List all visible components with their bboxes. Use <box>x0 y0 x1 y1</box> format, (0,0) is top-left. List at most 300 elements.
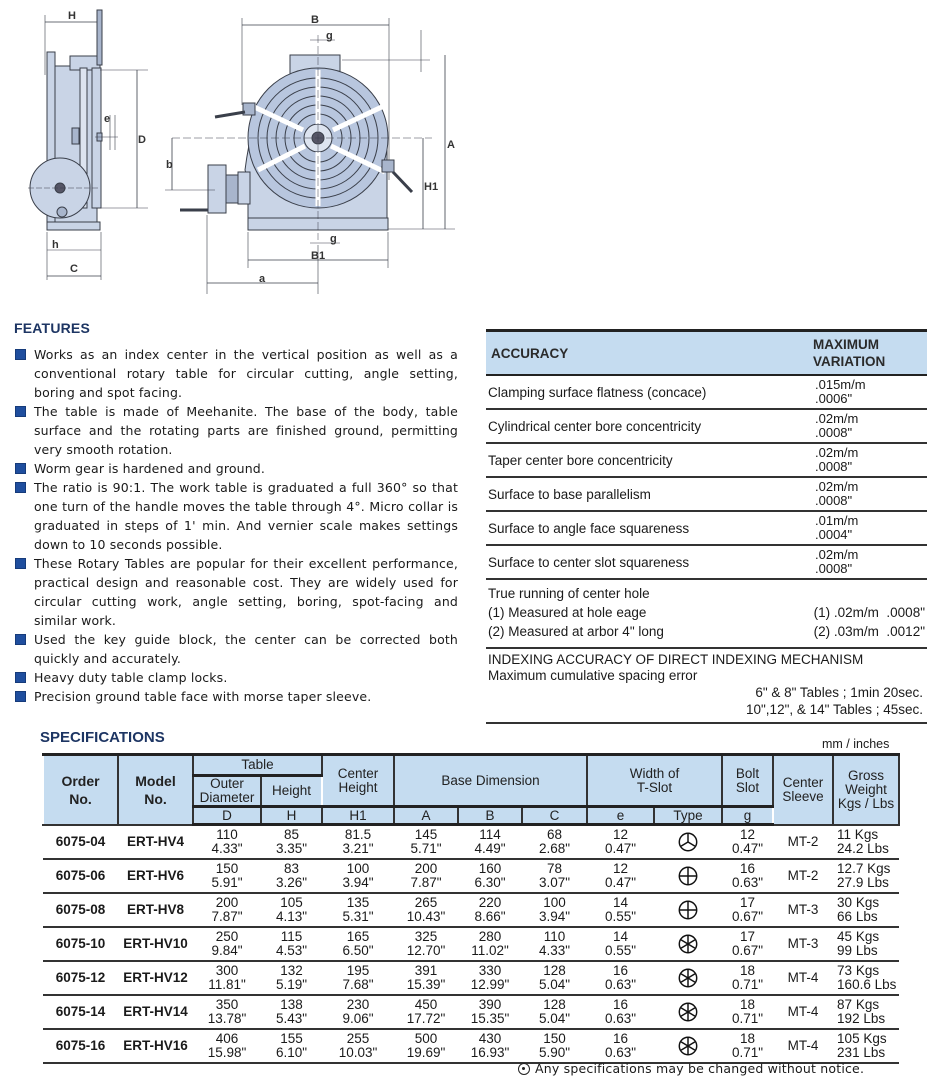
specifications-body <box>43 825 899 1063</box>
cell-C-inch: 2.68" <box>538 840 571 856</box>
3-slot-icon <box>677 831 699 853</box>
4-slot-icon <box>677 865 699 887</box>
feature-item <box>14 402 458 459</box>
cell-A-mm: 200 <box>414 860 438 876</box>
cell-B-mm: 280 <box>478 928 502 944</box>
cell-H1-mm: 135 <box>346 894 370 910</box>
cell-weight-kgs: 12.7 Kgs <box>837 860 891 876</box>
cell-D-mm: 250 <box>215 928 239 944</box>
order-no: 6075-16 <box>43 1029 118 1063</box>
cell-type <box>654 825 722 859</box>
cell-g <box>722 1029 773 1063</box>
variation-header <box>813 336 923 370</box>
cell-g-mm: 12 <box>740 826 756 842</box>
accuracy-rows <box>486 376 927 580</box>
cell-H-inch: 3.26" <box>275 874 308 890</box>
cell-H1-inch: 3.21" <box>342 840 374 856</box>
header-center-height: Center Height <box>322 755 394 807</box>
cell-weight-kgs: 30 Kgs <box>837 894 880 910</box>
cell-e <box>587 961 654 995</box>
cell-type <box>654 961 722 995</box>
cell-D <box>193 995 261 1029</box>
accuracy-value <box>815 412 927 440</box>
6-slot-icon <box>677 967 699 989</box>
cell-H-mm: 83 <box>283 860 300 876</box>
feature-text: Used the key guide block, the center can be corrected both quickly and accurately. <box>34 632 458 666</box>
true-running-line2-value: (2) .03m/m .0012" <box>813 624 925 639</box>
cell-A-mm: 450 <box>414 996 438 1012</box>
cell-H1-inch: 3.94" <box>342 874 374 890</box>
cell-D-inch: 7.87" <box>211 908 243 924</box>
accuracy-value-mm: .02m/m <box>815 411 859 426</box>
cell-e <box>587 1029 654 1063</box>
accuracy-row <box>486 410 927 444</box>
model-no: ERT-HV8 <box>118 893 193 927</box>
square-bullet-icon <box>15 672 26 683</box>
indexing-subtitle: Maximum cumulative spacing error <box>488 668 698 683</box>
square-bullet-icon <box>15 482 26 493</box>
cell-B-mm: 330 <box>478 962 502 978</box>
cell-H-mm: 115 <box>280 928 303 944</box>
cell-H-inch: 3.35" <box>275 840 308 856</box>
6-slot-icon <box>677 1035 699 1057</box>
cell-B-mm: 220 <box>478 894 502 910</box>
accuracy-value-inch: .0004" <box>815 527 853 542</box>
spec-row <box>43 927 899 961</box>
cell-C-mm: 100 <box>543 894 566 910</box>
true-running-title: True running of center hole <box>488 586 650 601</box>
feature-text: Works as an index center in the vertical position as well as a conventional rotary table for circular cutting, angle setting, boring and spot facing. <box>34 347 458 400</box>
cell-e-inch: 0.63" <box>604 1010 637 1026</box>
cell-sleeve: MT-2 <box>773 825 833 859</box>
units-label: mm / inches <box>822 737 890 751</box>
accuracy-label: Taper center bore concentricity <box>488 452 673 468</box>
cell-A-mm: 145 <box>414 826 438 842</box>
cell-A-inch: 17.72" <box>406 1010 446 1026</box>
cell-C-mm: 128 <box>543 962 566 978</box>
cell-B-inch: 12.99" <box>470 976 510 992</box>
feature-item <box>14 345 458 402</box>
cell-e-mm: 16 <box>613 962 629 978</box>
square-bullet-icon <box>15 349 26 360</box>
feature-text: Heavy duty table clamp locks. <box>34 670 228 685</box>
accuracy-table <box>486 329 927 724</box>
cell-H-mm: 155 <box>280 1030 303 1046</box>
accuracy-label: Clamping surface flatness (concace) <box>488 384 707 400</box>
cell-C-mm: 110 <box>543 928 566 944</box>
cell-B <box>458 995 522 1029</box>
cell-H-inch: 5.43" <box>275 1010 308 1026</box>
cell-B <box>458 927 522 961</box>
cell-H <box>261 825 322 859</box>
cell-D-inch: 13.78" <box>207 1010 247 1026</box>
cell-e <box>587 825 654 859</box>
cell-g <box>722 825 773 859</box>
cell-H1-inch: 6.50" <box>342 942 374 958</box>
cell-H-mm: 138 <box>280 996 303 1012</box>
cell-H1-mm: 255 <box>346 1030 370 1046</box>
cell-weight-kgs: 45 Kgs <box>837 928 880 944</box>
model-no: ERT-HV4 <box>118 825 193 859</box>
cell-type <box>654 859 722 893</box>
cell-H1-mm: 81.5 <box>344 826 372 842</box>
cell-e-mm: 14 <box>613 928 629 944</box>
spec-row <box>43 1029 899 1063</box>
indexing-line1: 6" & 8" Tables ; 1min 20sec. <box>755 685 923 700</box>
header-table: Table <box>193 755 322 776</box>
rotary-table-diagram <box>0 0 480 300</box>
cell-D-inch: 11.81" <box>208 976 246 992</box>
accuracy-value-mm: .01m/m <box>815 513 859 528</box>
header-base-dimension: Base Dimension <box>394 755 587 807</box>
cell-C-inch: 4.33" <box>538 942 571 958</box>
square-bullet-icon <box>15 634 26 645</box>
accuracy-value-mm: .02m/m <box>815 479 859 494</box>
cell-weight-lbs: 66 Lbs <box>837 908 878 924</box>
accuracy-title: ACCURACY <box>491 345 569 361</box>
accuracy-value <box>815 446 927 474</box>
cell-weight-kgs: 105 Kgs <box>837 1030 887 1046</box>
feature-text: These Rotary Tables are popular for their excellent performance, practical design and reasonable cost. They are widely used for circular cutting work, angle setting, boring, spot-facing and similar work. <box>34 556 458 628</box>
cell-C <box>522 927 587 961</box>
cell-C <box>522 859 587 893</box>
cell-B <box>458 825 522 859</box>
cell-g-mm: 16 <box>740 860 756 876</box>
cell-e-inch: 0.47" <box>604 840 637 856</box>
cell-e <box>587 995 654 1029</box>
cell-D <box>193 961 261 995</box>
cell-A-inch: 19.69" <box>406 1044 446 1060</box>
accuracy-value-mm: .015m/m <box>815 377 866 392</box>
cell-e-mm: 12 <box>613 860 629 876</box>
cell-C <box>522 961 587 995</box>
footnote-text: Any specifications may be changed without notice. <box>535 1061 865 1076</box>
accuracy-value-mm: .02m/m <box>815 547 859 562</box>
cell-H1 <box>322 825 394 859</box>
accuracy-row <box>486 478 927 512</box>
cell-D-mm: 150 <box>215 860 239 876</box>
features-title: FEATURES <box>14 320 91 336</box>
cell-weight-kgs: 11 Kgs <box>837 826 879 842</box>
cell-H1-inch: 7.68" <box>342 976 374 992</box>
cell-weight-lbs: 24.2 Lbs <box>837 840 889 856</box>
footnote <box>518 1061 864 1076</box>
cell-B-mm: 160 <box>478 860 502 876</box>
cell-C-inch: 5.04" <box>538 976 571 992</box>
feature-item <box>14 554 458 630</box>
header-width-tslot: Width of T-Slot <box>587 755 722 807</box>
cell-D <box>193 1029 261 1063</box>
cell-weight <box>833 927 899 961</box>
cell-B-inch: 11.02" <box>471 942 509 958</box>
dim-label-e: e <box>104 113 111 125</box>
features-list <box>14 345 458 706</box>
cell-weight-kgs: 87 Kgs <box>837 996 880 1012</box>
accuracy-value-mm: .02m/m <box>815 445 859 460</box>
cell-C <box>522 825 587 859</box>
header-D: D <box>193 807 261 825</box>
order-no: 6075-04 <box>43 825 118 859</box>
cell-weight-lbs: 231 Lbs <box>837 1044 886 1060</box>
cell-type <box>654 927 722 961</box>
cell-H1-inch: 5.31" <box>342 908 374 924</box>
cell-weight <box>833 1029 899 1063</box>
cell-type <box>654 1029 722 1063</box>
cell-e-inch: 0.47" <box>604 874 637 890</box>
cell-e-inch: 0.63" <box>604 976 637 992</box>
cell-e <box>587 927 654 961</box>
cell-type <box>654 995 722 1029</box>
cell-e <box>587 859 654 893</box>
cell-e-inch: 0.55" <box>604 942 637 958</box>
cell-sleeve: MT-4 <box>773 961 833 995</box>
dim-label-H1: H1 <box>424 181 439 193</box>
cell-A-inch: 10.43" <box>406 908 446 924</box>
cell-type <box>654 893 722 927</box>
cell-e-mm: 16 <box>613 996 629 1012</box>
cell-g-inch: 0.67" <box>732 942 764 958</box>
true-running-line2-label: (2) Measured at arbor 4" long <box>488 624 664 639</box>
accuracy-value <box>815 480 927 508</box>
header-B: B <box>458 807 522 825</box>
cell-H <box>261 893 322 927</box>
cell-D <box>193 859 261 893</box>
cell-C-mm: 128 <box>543 996 566 1012</box>
header-H1: H1 <box>322 807 394 825</box>
cell-H-inch: 4.53" <box>275 942 308 958</box>
feature-text: The ratio is 90:1. The work table is graduated a full 360° so that one turn of the handle moves the table through 4°. Micro collar is graduated in steps of 1' min. And vernier scale makes settings down to 10 seconds possible. <box>34 480 458 552</box>
cell-D-inch: 15.98" <box>207 1044 247 1060</box>
cell-H-inch: 5.19" <box>275 976 308 992</box>
cell-weight <box>833 859 899 893</box>
cell-A-inch: 12.70" <box>406 942 446 958</box>
header-A: A <box>394 807 458 825</box>
cell-g-inch: 0.71" <box>732 1010 764 1026</box>
cell-g-inch: 0.71" <box>732 976 764 992</box>
cell-B-inch: 6.30" <box>474 874 506 890</box>
cell-sleeve: MT-2 <box>773 859 833 893</box>
cell-g <box>722 893 773 927</box>
header-H: H <box>261 807 322 825</box>
cell-e-inch: 0.63" <box>604 1044 637 1060</box>
cell-A-inch: 7.87" <box>410 874 442 890</box>
dim-label-g-top: g <box>326 30 333 42</box>
cell-B <box>458 893 522 927</box>
accuracy-row <box>486 376 927 410</box>
cell-e <box>587 893 654 927</box>
header-e: e <box>587 807 654 825</box>
cell-H <box>261 927 322 961</box>
cell-H1-inch: 10.03" <box>338 1044 378 1060</box>
cell-A <box>394 859 458 893</box>
cell-g-mm: 17 <box>740 894 756 910</box>
cell-D <box>193 927 261 961</box>
cell-H1 <box>322 859 394 893</box>
cell-C-mm: 150 <box>543 1030 566 1046</box>
dim-label-B1: B1 <box>311 250 326 262</box>
specifications-table <box>42 753 900 1064</box>
feature-text: Worm gear is hardened and ground. <box>34 461 265 476</box>
cell-B <box>458 961 522 995</box>
order-no: 6075-12 <box>43 961 118 995</box>
dim-label-C: C <box>70 263 78 275</box>
dim-label-a: a <box>259 273 266 285</box>
cell-H-inch: 4.13" <box>275 908 308 924</box>
cell-g-inch: 0.71" <box>732 1044 764 1060</box>
cell-g <box>722 927 773 961</box>
cell-e-mm: 12 <box>613 826 629 842</box>
square-bullet-icon <box>15 691 26 702</box>
accuracy-label: Surface to center slot squareness <box>488 554 690 570</box>
header-height: Height <box>261 776 322 807</box>
cell-H1-inch: 9.06" <box>342 1010 374 1026</box>
cell-H <box>261 1029 322 1063</box>
cell-C <box>522 1029 587 1063</box>
front-view <box>165 18 455 294</box>
cell-weight <box>833 961 899 995</box>
square-bullet-icon <box>15 463 26 474</box>
accuracy-value-inch: .0008" <box>815 459 853 474</box>
header-outer-diameter: Outer Diameter <box>193 776 261 807</box>
cell-e-mm: 16 <box>613 1030 629 1046</box>
accuracy-value-inch: .0006" <box>815 391 853 406</box>
cell-A-inch: 15.39" <box>406 976 446 992</box>
cell-weight-lbs: 99 Lbs <box>837 942 878 958</box>
cell-g-mm: 17 <box>740 928 756 944</box>
cell-C-mm: 78 <box>547 860 563 876</box>
indexing-title: INDEXING ACCURACY OF DIRECT INDEXING MECHANISM <box>488 652 864 667</box>
model-no: ERT-HV6 <box>118 859 193 893</box>
specifications-title: SPECIFICATIONS <box>40 729 165 746</box>
cell-C <box>522 995 587 1029</box>
cell-H <box>261 961 322 995</box>
cell-sleeve: MT-4 <box>773 995 833 1029</box>
cell-B-inch: 16.93" <box>470 1044 510 1060</box>
cell-g <box>722 995 773 1029</box>
cell-B-mm: 430 <box>478 1030 502 1046</box>
cell-g-mm: 18 <box>740 962 756 978</box>
header-order-no: Order No. <box>43 755 118 825</box>
cell-C-mm: 68 <box>547 826 563 842</box>
cell-A-mm: 265 <box>414 894 438 910</box>
cell-H1-mm: 195 <box>346 962 370 978</box>
accuracy-value-inch: .0008" <box>815 561 853 576</box>
accuracy-value-inch: .0008" <box>815 493 853 508</box>
cell-H-inch: 6.10" <box>275 1044 308 1060</box>
cell-g-mm: 18 <box>740 996 756 1012</box>
dim-label-g-bottom: g <box>330 233 337 245</box>
header-gross-weight: Gross Weight Kgs / Lbs <box>833 755 899 825</box>
cell-H1 <box>322 927 394 961</box>
header-g: g <box>722 807 773 825</box>
cell-H <box>261 859 322 893</box>
cell-A <box>394 1029 458 1063</box>
cell-A-inch: 5.71" <box>410 840 442 856</box>
dim-label-H: H <box>68 10 76 22</box>
cell-D-mm: 200 <box>215 894 239 910</box>
cell-g <box>722 859 773 893</box>
indexing-accuracy-block <box>486 649 927 724</box>
cell-H1 <box>322 995 394 1029</box>
cell-e-mm: 14 <box>613 894 629 910</box>
cell-weight-kgs: 73 Kgs <box>837 962 880 978</box>
true-running-line1-value: (1) .02m/m .0008" <box>813 605 925 620</box>
cell-D-mm: 350 <box>215 996 239 1012</box>
accuracy-value <box>815 548 927 576</box>
dim-label-b: b <box>166 159 173 171</box>
cell-A-mm: 325 <box>414 928 438 944</box>
cell-B-inch: 8.66" <box>474 908 506 924</box>
feature-item <box>14 459 458 478</box>
order-no: 6075-08 <box>43 893 118 927</box>
accuracy-value <box>815 378 927 406</box>
cell-D-inch: 9.84" <box>211 942 243 958</box>
cell-D-mm: 110 <box>216 826 238 842</box>
spec-row <box>43 859 899 893</box>
cell-e-inch: 0.55" <box>604 908 637 924</box>
square-bullet-icon <box>15 558 26 569</box>
cell-H1-mm: 230 <box>346 996 370 1012</box>
features-section <box>14 320 458 706</box>
model-no: ERT-HV10 <box>118 927 193 961</box>
variation-header-line1: MAXIMUM <box>813 337 879 352</box>
cell-H1 <box>322 1029 394 1063</box>
variation-header-line2: VARIATION <box>813 354 886 369</box>
cell-B <box>458 1029 522 1063</box>
true-running-block <box>486 580 927 649</box>
cell-g-inch: 0.67" <box>732 908 764 924</box>
cell-weight-lbs: 27.9 Lbs <box>837 874 889 890</box>
feature-item <box>14 630 458 668</box>
6-slot-icon <box>677 933 699 955</box>
header-center-sleeve: Center Sleeve <box>773 755 833 825</box>
spec-row <box>43 893 899 927</box>
cell-D-mm: 300 <box>215 962 239 978</box>
cell-A <box>394 825 458 859</box>
dim-label-B: B <box>311 14 319 26</box>
cell-C-inch: 5.04" <box>538 1010 571 1026</box>
cell-H1 <box>322 893 394 927</box>
accuracy-value-inch: .0008" <box>815 425 853 440</box>
cell-A <box>394 927 458 961</box>
dim-label-D: D <box>138 134 146 146</box>
cell-weight-lbs: 160.6 Lbs <box>837 976 897 992</box>
side-view <box>28 10 148 280</box>
cell-B-mm: 114 <box>479 826 501 842</box>
dim-label-h: h <box>52 239 59 251</box>
accuracy-row <box>486 444 927 478</box>
cell-A <box>394 995 458 1029</box>
cell-D-inch: 4.33" <box>211 840 243 856</box>
cell-B <box>458 859 522 893</box>
cell-g <box>722 961 773 995</box>
cell-D-mm: 406 <box>215 1030 239 1046</box>
cell-A <box>394 893 458 927</box>
cell-sleeve: MT-3 <box>773 893 833 927</box>
feature-item <box>14 687 458 706</box>
cell-g-inch: 0.63" <box>732 874 764 890</box>
cell-H-mm: 105 <box>280 894 303 910</box>
cell-B-mm: 390 <box>478 996 502 1012</box>
model-no: ERT-HV12 <box>118 961 193 995</box>
cell-D <box>193 825 261 859</box>
accuracy-label: Surface to base parallelism <box>488 486 651 502</box>
cell-g-inch: 0.47" <box>732 840 764 856</box>
cell-g-mm: 18 <box>740 1030 756 1046</box>
header-bolt-slot: Bolt Slot <box>722 755 773 807</box>
accuracy-value <box>815 514 927 542</box>
feature-text: The table is made of Meehanite. The base of the body, table surface and the rotating parts are finished ground, permitting very smooth rotation. <box>34 404 458 457</box>
